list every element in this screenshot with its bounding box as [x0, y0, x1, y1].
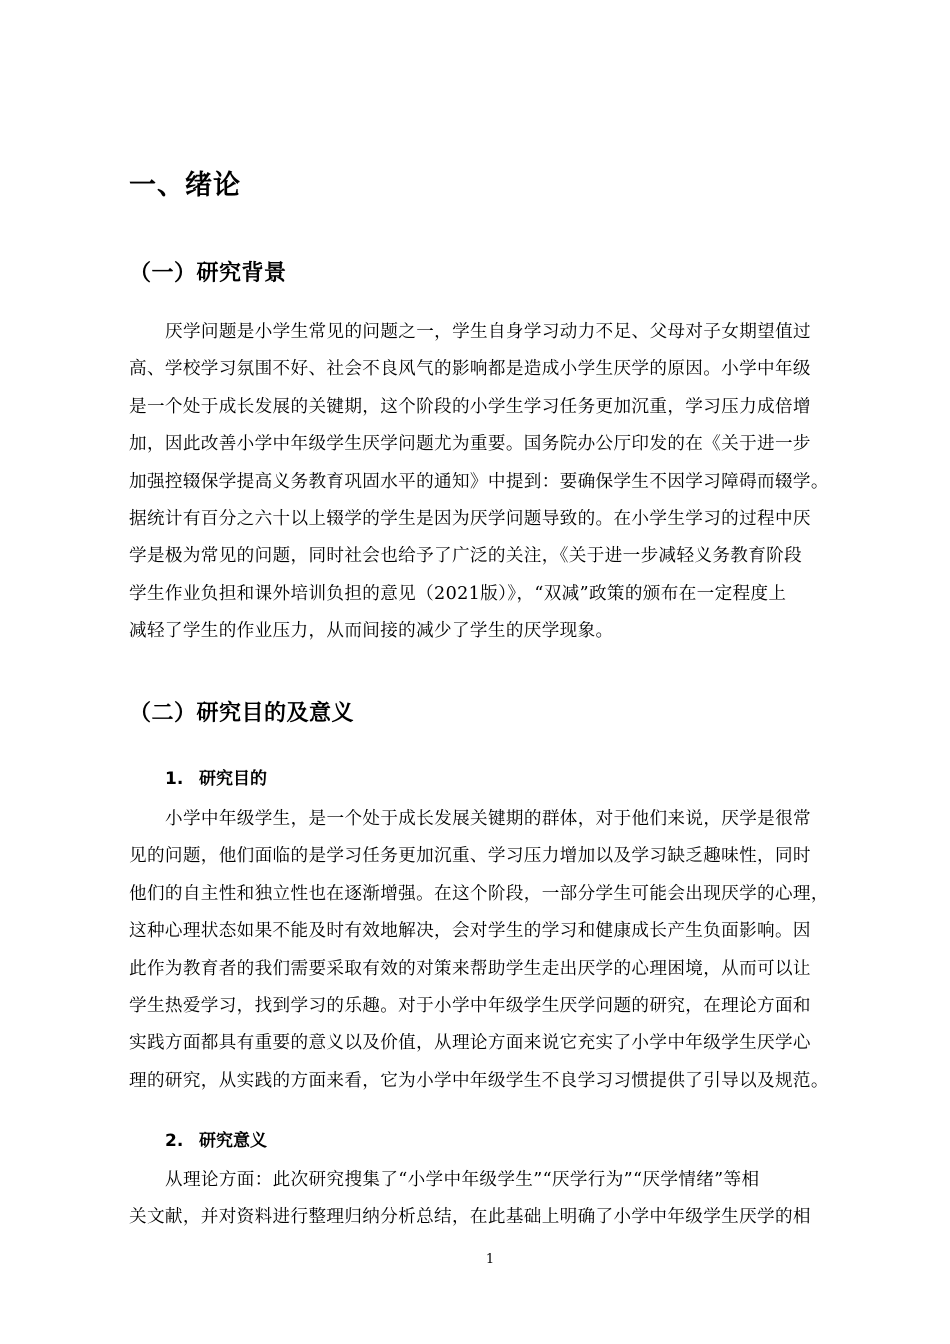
subsection-number: 2. [165, 1131, 184, 1151]
text-line: 从理论方面：此次研究搜集了“小学中年级学生”“厌学行为”“厌学情绪”等相 [165, 1170, 760, 1190]
text-line: 这种心理状态如果不能及时有效地解决，会对学生的学习和健康成长产生负面影响。因 [129, 921, 811, 942]
section-title-background: （一）研究背景 [129, 261, 287, 286]
text-line: 学生作业负担和课外培训负担的意见（2021版）》，“双减”政策的颁布在一定程度上 [129, 583, 787, 604]
text-line: 减轻了学生的作业压力，从而间接的减少了学生的厌学现象。 [129, 621, 614, 642]
text-line: 学是极为常见的问题，同时社会也给予了广泛的关注，《关于进一步减轻义务教育阶段 [129, 546, 803, 567]
text-line: 学生热爱学习，找到学习的乐趣。对于小学中年级学生厌学问题的研究，在理论方面和 [129, 996, 811, 1017]
text-line: 厌学问题是小学生常见的问题之一，学生自身学习动力不足、父母对子女期望值过 [165, 322, 811, 342]
text-line: 他们的自主性和独立性也在逐渐增强。在这个阶段，一部分学生可能会出现厌学的心理， [129, 883, 829, 904]
text-line: 高、学校学习氛围不好、社会不良风气的影响都是造成小学生厌学的原因。小学中年级 [129, 359, 811, 380]
text-line: 理的研究，从实践的方面来看，它为小学中年级学生不良学习习惯提供了引导以及规范。 [129, 1070, 829, 1091]
subsection-title-purpose [165, 764, 267, 789]
chapter-title: 一、绪论 [129, 170, 241, 201]
text-line: 据统计有百分之六十以上辍学的学生是因为厌学问题导致的。在小学生学习的过程中厌 [129, 509, 811, 530]
paragraph-significance [129, 1162, 864, 1237]
paragraph-background [129, 314, 864, 651]
subsection-label: 研究目的 [199, 769, 267, 789]
text-line: 加强控辍保学提高义务教育巩固水平的通知》中提到：要确保学生不因学习障碍而辍学。 [129, 471, 829, 492]
text-line: 小学中年级学生，是一个处于成长发展关键期的群体，对于他们来说，厌学是很常 [165, 809, 811, 829]
section-title-purpose: （二）研究目的及意义 [129, 701, 355, 726]
subsection-title-significance [165, 1126, 267, 1151]
paragraph-purpose [129, 801, 864, 1100]
text-line: 加，因此改善小学中年级学生厌学问题尤为重要。国务院办公厅印发的在《关于进一步 [129, 434, 811, 455]
text-line: 实践方面都具有重要的意义以及价值，从理论方面来说它充实了小学中年级学生厌学心 [129, 1033, 811, 1054]
text-line: 此作为教育者的我们需要采取有效的对策来帮助学生走出厌学的心理困境，从而可以让 [129, 958, 811, 979]
subsection-label: 研究意义 [199, 1131, 267, 1151]
page-number: 1 [485, 1252, 495, 1267]
text-line: 见的问题，他们面临的是学习任务更加沉重、学习压力增加以及学习缺乏趣味性，同时 [129, 846, 811, 867]
subsection-number: 1. [165, 769, 184, 789]
text-line: 是一个处于成长发展的关键期，这个阶段的小学生学习任务更加沉重，学习压力成倍增 [129, 396, 811, 417]
text-line: 关文献，并对资料进行整理归纳分析总结，在此基础上明确了小学中年级学生厌学的相 [129, 1207, 811, 1228]
